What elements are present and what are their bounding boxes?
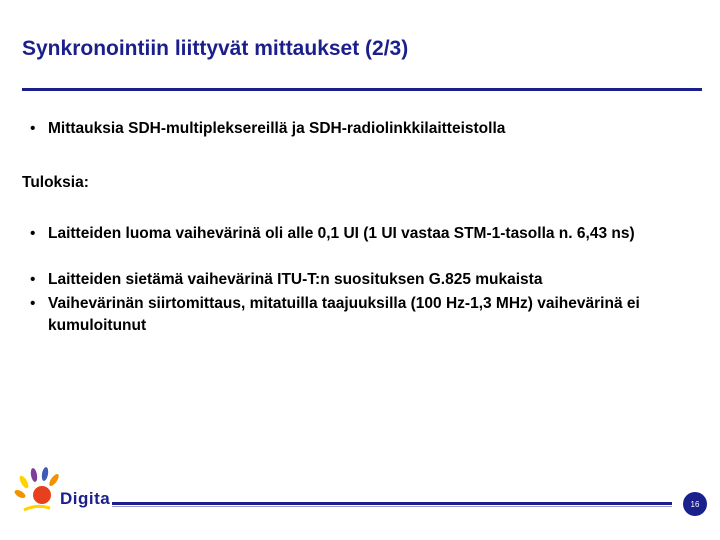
logo-core: [33, 486, 51, 504]
logo-petal-yellow: [18, 474, 30, 489]
footer-divider-thin: [112, 506, 672, 507]
logo-swoosh: [24, 506, 50, 510]
result-bullet-text: Laitteiden luoma vaihevärinä oli alle 0,1 UI (1 UI vastaa STM-1-tasolla n. 6,43 ns): [48, 225, 635, 242]
result-bullet-1: [22, 223, 708, 245]
result-bullet-3: [22, 293, 648, 337]
bullet-marker: •: [30, 225, 36, 242]
bullet-marker: •: [30, 120, 36, 137]
title-divider: [22, 88, 702, 91]
results-heading: Tuloksia:: [22, 174, 89, 191]
result-bullet-2: [22, 269, 708, 291]
intro-bullet-text: Mittauksia SDH-multipleksereillä ja SDH-radiolinkkilaitteistolla: [48, 120, 506, 137]
result-bullet-text: Vaihevärinän siirtomittaus, mitatuilla taajuuksilla (100 Hz-1,3 MHz) vaihevärinä ei kumuloitunut: [48, 295, 640, 334]
intro-bullet: [22, 118, 708, 140]
page-number-badge: 16: [683, 492, 707, 516]
logo-wordmark: Digita: [60, 489, 111, 508]
bullet-marker: •: [30, 295, 36, 312]
result-bullet-text: Laitteiden sietämä vaihevärinä ITU-T:n suosituksen G.825 mukaista: [48, 271, 543, 288]
bullet-marker: •: [30, 271, 36, 288]
footer-divider: [112, 502, 672, 505]
logo-petal-orange: [48, 473, 61, 488]
logo-petal-purple: [30, 468, 38, 483]
logo-petal-blue: [41, 467, 49, 482]
logo-petal-orange-left: [13, 488, 26, 499]
slide-title: Synkronointiin liittyvät mittaukset (2/3): [22, 37, 409, 60]
